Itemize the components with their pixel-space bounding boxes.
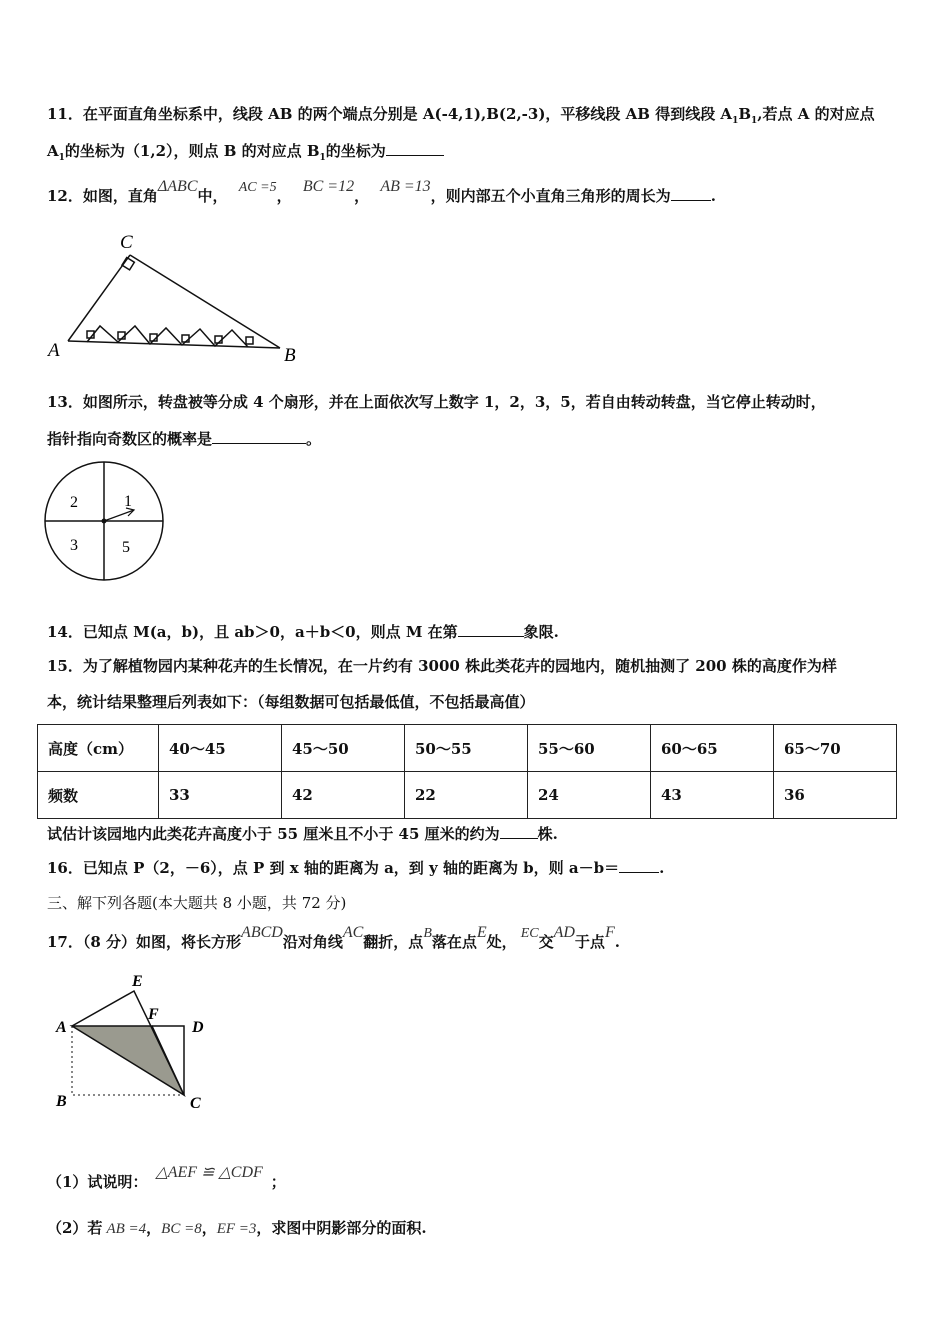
- q11-line1: 11．在平面直角坐标系中，线段 AB 的两个端点分别是 A(-4,1),B(2,-3)，平移线段 AB 得到线段 $A_1B_1$,若点 A 的对应点: [47, 105, 875, 126]
- q17-label-c: C: [190, 1095, 201, 1112]
- q15-after-line: 试估计该园地内此类花卉高度小于 55 厘米且不小于 45 厘米的约为 株.: [47, 825, 558, 843]
- table-row-header: [38, 725, 897, 772]
- q15-frequency-table: [37, 724, 897, 819]
- q17-sub2: （2）若 AB =4，BC =8，EF =3，求图中阴影部分的面积.: [47, 1219, 427, 1237]
- q12-label-a: A: [48, 340, 60, 361]
- q13-answer-blank[interactable]: [212, 429, 306, 444]
- spinner-label-5: 5: [122, 539, 130, 556]
- table-cell-header: 45～50: [282, 725, 405, 772]
- table-cell-header: 60～65: [651, 725, 774, 772]
- q14-line: 14．已知点 M(a，b)，且 ab＞0，a＋b＜0，则点 M 在第 象限.: [47, 623, 559, 641]
- table-cell-header: 65～70: [774, 725, 897, 772]
- table-cell-header: 高度（cm）: [38, 725, 159, 772]
- q16-answer-blank[interactable]: [619, 858, 659, 873]
- q12-label-b: B: [284, 345, 296, 366]
- q12-triangle-figure: [40, 228, 310, 368]
- q12-line: 12．如图，直角ΔABC中， AC =5， BC =12， AB =13，则内部五个小直角三角形的周长为 .: [47, 178, 716, 205]
- q17-label-a: A: [56, 1019, 67, 1036]
- q17-label-e: E: [132, 973, 143, 990]
- q13-line2: 指针指向奇数区的概率是 。: [47, 430, 322, 448]
- spinner-label-3: 3: [70, 537, 78, 554]
- q15-answer-blank[interactable]: [500, 824, 538, 839]
- q16-line: 16．已知点 P（2，－6），点 P 到 x 轴的距离为 a，到 y 轴的距离为 b，则 a－b＝ .: [47, 859, 665, 877]
- q12-answer-blank[interactable]: [671, 186, 711, 201]
- table-cell-label: 频数: [38, 772, 159, 819]
- q17-line: 17．（8 分）如图，将长方形ABCD沿对角线AC翻折，点B落在点E处， EC交AD于点F.: [47, 924, 620, 951]
- section-3-title: 三、解下列各题(本大题共 8 小题，共 72 分): [47, 894, 347, 912]
- table-cell: 22: [405, 772, 528, 819]
- q15-line2: 本，统计结果整理后列表如下：（每组数据可包括最低值，不包括最高值）: [47, 693, 535, 711]
- q17-label-d: D: [192, 1019, 204, 1036]
- q17-label-f: F: [148, 1006, 159, 1023]
- table-row-frequency: [38, 772, 897, 819]
- table-cell-header: 55～60: [528, 725, 651, 772]
- q17-rectangle-fold-figure: [50, 970, 220, 1115]
- spinner-label-2: 2: [70, 494, 78, 511]
- q17-label-b: B: [56, 1093, 67, 1110]
- table-cell-header: 50～55: [405, 725, 528, 772]
- table-cell: 43: [651, 772, 774, 819]
- q13-spinner-figure: [40, 458, 170, 588]
- q15-line1: 15．为了解植物园内某种花卉的生长情况，在一片约有 3000 株此类花卉的园地内，随机抽测了 200 株的高度作为样: [47, 657, 837, 675]
- table-cell: 36: [774, 772, 897, 819]
- q12-label-c: C: [120, 232, 133, 253]
- table-cell: 33: [159, 772, 282, 819]
- table-cell: 42: [282, 772, 405, 819]
- q17-sub1: （1）试说明：△AEF ≌ △CDF；: [47, 1164, 286, 1191]
- table-cell: 24: [528, 772, 651, 819]
- q11-answer-blank[interactable]: [386, 141, 444, 156]
- q14-answer-blank[interactable]: [458, 622, 524, 637]
- q13-line1: 13．如图所示，转盘被等分成 4 个扇形，并在上面依次写上数字 1，2，3，5，若自由转动转盘，当它停止转动时，: [47, 393, 826, 411]
- q11-line2: $A_1$的坐标为（1,2），则点 B 的对应点 $B_1$的坐标为: [47, 141, 444, 168]
- spinner-label-1: 1: [124, 493, 132, 510]
- table-cell-header: 40～45: [159, 725, 282, 772]
